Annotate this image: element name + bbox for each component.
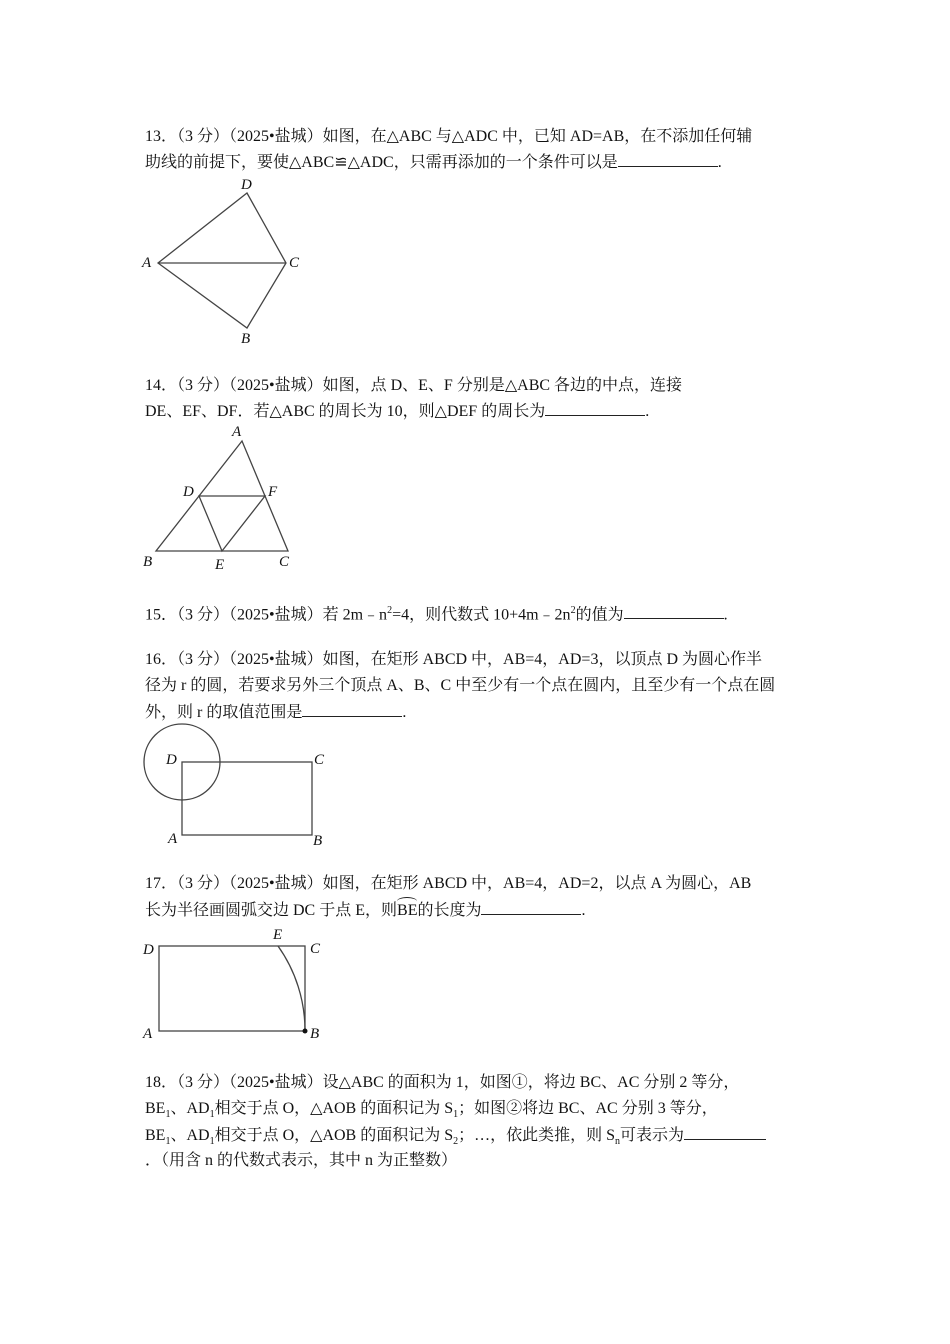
q15-period: . xyxy=(723,606,728,624)
q18-line-4: ．（用含 n 的代数式表示，其中 n 为正整数） xyxy=(145,1152,458,1169)
q18-l3-sub-2: 1 xyxy=(209,1136,215,1148)
q16-figure xyxy=(140,720,340,855)
q14-figure xyxy=(140,423,310,573)
q18-line-1: 18．（3 分）（2025•盐城）设△ABC 的面积为 1，如图①，将边 BC、AC 分别 2 等分， xyxy=(145,1074,740,1091)
q16-label-a: A xyxy=(168,831,178,847)
q17-label-b: B xyxy=(310,1026,320,1042)
q16-label-c: C xyxy=(314,752,325,768)
q18-answer-blank[interactable] xyxy=(684,1125,766,1140)
q18-l2-sub-2: 1 xyxy=(209,1109,215,1121)
q17-arc-be: BE xyxy=(397,902,418,919)
q14-label-b: B xyxy=(143,554,153,570)
q18-l3-text-2: ；…，依此类推，则 S xyxy=(458,1127,616,1144)
q13-line-1: 13．（3 分）（2025•盐城）如图，在△ABC 与△ADC 中，已知 AD=AB，在不添加任何辅 xyxy=(145,128,753,145)
q13-label-a: A xyxy=(142,255,152,271)
q17-point-b xyxy=(303,1029,308,1034)
q13-answer-blank[interactable] xyxy=(618,152,718,167)
q18-l3-sub-1: 1 xyxy=(165,1136,171,1148)
q17-rectangle xyxy=(159,946,305,1031)
q15-exponent-1: 2 xyxy=(387,605,393,616)
q14-label-e: E xyxy=(215,557,225,573)
q18-line-3 xyxy=(145,1125,766,1152)
q16-period: . xyxy=(402,704,407,721)
q14-line-1: 14．（3 分）（2025•盐城）如图，点 D、E、F 分别是△ABC 各边的中点，连接 xyxy=(145,377,683,394)
q18-l2-sub-1: 1 xyxy=(165,1109,171,1121)
q17-figure xyxy=(140,922,340,1047)
q15-exponent-2: 2 xyxy=(570,605,576,616)
q15-text-3: 的值为 xyxy=(575,606,624,624)
q17-line-1: 17．（3 分）（2025•盐城）如图，在矩形 ABCD 中，AB=4，AD=2，以点 A 为圆心，AB xyxy=(145,875,752,892)
q14-triangle-def xyxy=(199,496,265,551)
q17-line-2 xyxy=(145,900,585,921)
q14-text: DE、EF、DF．若△ABC 的周长为 10，则△DEF 的周长为 xyxy=(145,403,546,420)
q14-line-2 xyxy=(145,401,649,422)
q16-text: 外，则 r 的取值范围是 xyxy=(145,704,303,721)
q16-rectangle xyxy=(182,762,312,835)
q14-label-c: C xyxy=(279,554,290,570)
q16-label-d: D xyxy=(166,752,177,768)
q17-label-e: E xyxy=(273,927,283,943)
q14-label-a: A xyxy=(232,424,242,440)
q13-label-c: C xyxy=(289,255,300,271)
q18-line-2 xyxy=(145,1099,718,1125)
q17-label-d: D xyxy=(143,942,154,958)
q17-text-1: 长为半径画圆弧交边 DC 于点 E，则 xyxy=(145,902,398,919)
q13-line-2 xyxy=(145,152,722,173)
q17-label-c: C xyxy=(310,941,321,957)
q13-label-d: D xyxy=(241,177,252,193)
q14-answer-blank[interactable] xyxy=(545,401,645,416)
q13-quadrilateral xyxy=(158,193,286,328)
q13-period: . xyxy=(717,154,722,171)
q18-l3-text-1: 相交于点 O，△AOB 的面积记为 S xyxy=(214,1127,454,1144)
q18-l3-text-3: 可表示为 xyxy=(620,1127,685,1144)
q18-l3-be: BE xyxy=(145,1127,166,1144)
q15-text-2: =4，则代数式 10+4m﹣2n xyxy=(392,606,571,624)
q15-text-1: 15．（3 分）（2025•盐城）若 2m﹣n xyxy=(145,606,388,624)
q18-l2-text-2: ；如图②将边 BC、AC 分别 3 等分， xyxy=(458,1100,718,1117)
q13-label-b: B xyxy=(241,331,251,347)
q15-line xyxy=(145,601,728,625)
q18-l2-be: BE xyxy=(145,1100,166,1117)
q16-line-2: 径为 r 的圆，若要求另外三个顶点 A、B、C 中至少有一个点在圆内，且至少有一个点在圆 xyxy=(145,677,776,694)
q16-answer-blank[interactable] xyxy=(302,702,402,717)
q17-text-2: 的长度为 xyxy=(417,902,482,919)
q17-period: . xyxy=(581,902,586,919)
q16-line-1: 16．（3 分）（2025•盐城）如图，在矩形 ABCD 中，AB=4，AD=3，以顶点 D 为圆心作半 xyxy=(145,651,762,668)
q15-answer-blank[interactable] xyxy=(624,604,724,619)
q14-period: . xyxy=(645,403,650,420)
q18-l2-text-1: 相交于点 O，△AOB 的面积记为 S xyxy=(214,1100,454,1117)
q13-figure xyxy=(140,175,310,350)
q17-label-a: A xyxy=(143,1026,153,1042)
q14-label-f: F xyxy=(268,484,278,500)
q18-l2-ad: 、AD xyxy=(170,1100,210,1117)
q18-l3-sub-4: n xyxy=(615,1136,621,1148)
q17-answer-blank[interactable] xyxy=(481,900,581,915)
q18-l2-sub-3: 1 xyxy=(453,1109,459,1121)
q16-label-b: B xyxy=(313,833,323,849)
q17-arc xyxy=(278,946,305,1031)
q14-label-d: D xyxy=(183,484,194,500)
q18-l3-ad: 、AD xyxy=(170,1127,210,1144)
q18-l3-sub-3: 2 xyxy=(453,1136,459,1148)
q13-text: 助线的前提下，要使△ABC≌△ADC，只需再添加的一个条件可以是 xyxy=(145,154,618,171)
